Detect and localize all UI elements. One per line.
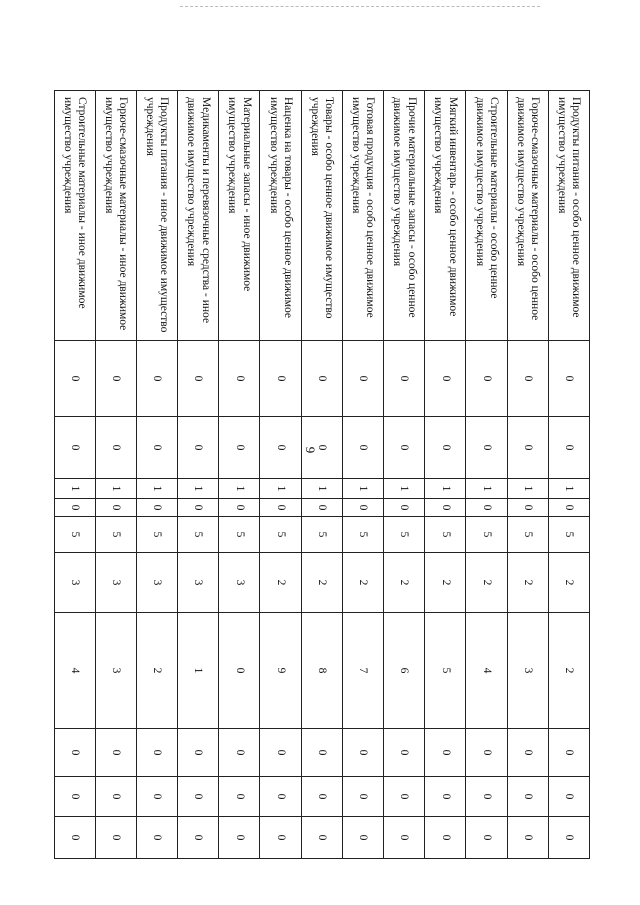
code-cell-c3: 1 [301, 479, 342, 499]
code-cell-c2: 0 [54, 417, 95, 479]
code-cell-c2: 0 [425, 417, 466, 479]
code-cell-c3: 1 [548, 479, 589, 499]
code-cell-c7: 3 [95, 613, 136, 729]
code-cell-c9: 0 [548, 777, 589, 817]
code-cell-c4: 0 [219, 499, 260, 517]
code-cell-c5: 5 [95, 517, 136, 553]
code-cell-c10: 0 [548, 817, 589, 859]
code-cell-c8: 0 [95, 729, 136, 777]
code-cell-c6: 2 [425, 553, 466, 613]
code-cell-c10: 0 [54, 817, 95, 859]
code-cell-c9: 0 [342, 777, 383, 817]
code-cell-c4: 0 [301, 499, 342, 517]
code-cell-c7: 1 [178, 613, 219, 729]
code-cell-c4: 0 [342, 499, 383, 517]
code-cell-c6: 3 [136, 553, 177, 613]
code-cell-c8: 0 [178, 729, 219, 777]
code-cell-c1: 0 [425, 341, 466, 417]
table-row [301, 91, 342, 859]
code-cell-c2: 0 [219, 417, 260, 479]
account-name-cell: Строительные материалы - особо ценное движимое имущество учреждения [466, 91, 507, 341]
code-cell-c8: 0 [342, 729, 383, 777]
code-cell-c10: 0 [301, 817, 342, 859]
code-cell-c5: 5 [260, 517, 301, 553]
code-cell-c9: 0 [425, 777, 466, 817]
code-cell-c7: 0 [219, 613, 260, 729]
code-cell-c6: 3 [54, 553, 95, 613]
account-name-cell: Горюче-смазочные материалы - особо ценное движимое имущество учреждения [507, 91, 548, 341]
code-cell-c7: 6 [384, 613, 425, 729]
code-cell-c6: 2 [342, 553, 383, 613]
code-cell-c9: 0 [384, 777, 425, 817]
code-cell-c4: 0 [54, 499, 95, 517]
account-name-cell: Товары - особо ценное движимое имущество учреждения [301, 91, 342, 341]
code-cell-c5: 5 [54, 517, 95, 553]
account-name-cell: Продукты питания - особо ценное движимое имущество учреждения [548, 91, 589, 341]
code-cell-c3: 1 [136, 479, 177, 499]
code-cell-c2: 0 [260, 417, 301, 479]
code-cell-c7: 4 [54, 613, 95, 729]
code-cell-c5: 5 [301, 517, 342, 553]
code-cell-c10: 0 [342, 817, 383, 859]
code-cell-c6: 3 [95, 553, 136, 613]
account-name-cell: Прочие материальные запасы - особо ценное движимое имущество учреждения [384, 91, 425, 341]
code-cell-c2: 0 [95, 417, 136, 479]
code-cell-c4: 0 [466, 499, 507, 517]
code-cell-c4: 0 [136, 499, 177, 517]
code-cell-c8: 0 [425, 729, 466, 777]
table-row [136, 91, 177, 859]
account-name-cell: Наценка на товары - особо ценное движимое имущество учреждения [260, 91, 301, 341]
code-cell-c1: 0 [219, 341, 260, 417]
table-row [54, 91, 95, 859]
account-name-cell: Горюче-смазочные материалы - иное движимое имущество учреждения [95, 91, 136, 341]
code-cell-c2: 0 [178, 417, 219, 479]
code-cell-c8: 0 [136, 729, 177, 777]
code-cell-c3: 1 [342, 479, 383, 499]
code-cell-c6: 3 [219, 553, 260, 613]
table-body [54, 91, 589, 859]
code-cell-c1: 0 [178, 341, 219, 417]
code-cell-c9: 0 [507, 777, 548, 817]
code-cell-c3: 1 [384, 479, 425, 499]
table-row [219, 91, 260, 859]
table-row [425, 91, 466, 859]
code-cell-c5: 5 [548, 517, 589, 553]
account-name-cell: Медикаменты и перевязочные средства - иное движимое имущество учреждения [178, 91, 219, 341]
code-cell-c3: 1 [507, 479, 548, 499]
code-cell-c9: 0 [219, 777, 260, 817]
code-cell-c7: 8 [301, 613, 342, 729]
code-cell-c10: 0 [219, 817, 260, 859]
account-name-cell: Готовая продукция - особо ценное движимое имущество учреждения [342, 91, 383, 341]
code-cell-c6: 2 [466, 553, 507, 613]
code-cell-c8: 0 [301, 729, 342, 777]
code-cell-c1: 0 [301, 341, 342, 417]
code-cell-c2: 0 [548, 417, 589, 479]
code-cell-c10: 0 [466, 817, 507, 859]
table-row [95, 91, 136, 859]
code-cell-c7: 7 [342, 613, 383, 729]
code-cell-c9: 0 [178, 777, 219, 817]
code-cell-c8: 0 [219, 729, 260, 777]
code-cell-c10: 0 [425, 817, 466, 859]
code-cell-c9: 0 [136, 777, 177, 817]
account-name-cell: Строительные материалы - иное движимое имущество учреждения [54, 91, 95, 341]
code-cell-c5: 5 [219, 517, 260, 553]
code-cell-c9: 0 [260, 777, 301, 817]
code-cell-c8: 0 [507, 729, 548, 777]
code-cell-c2: 0 [136, 417, 177, 479]
code-cell-c5: 5 [342, 517, 383, 553]
code-cell-c2: 0 [301, 417, 342, 479]
code-cell-c1: 0 [136, 341, 177, 417]
code-cell-c7: 2 [136, 613, 177, 729]
account-name-cell: Продукты питания - иное движимое имущество учреждения [136, 91, 177, 341]
table-row [507, 91, 548, 859]
code-cell-c8: 0 [384, 729, 425, 777]
code-cell-c4: 0 [384, 499, 425, 517]
code-cell-c1: 0 [384, 341, 425, 417]
code-cell-c7: 2 [548, 613, 589, 729]
code-cell-c10: 0 [507, 817, 548, 859]
code-cell-c5: 5 [136, 517, 177, 553]
code-cell-c9: 0 [466, 777, 507, 817]
code-cell-c2: 0 [466, 417, 507, 479]
code-cell-c7: 4 [466, 613, 507, 729]
code-cell-c3: 1 [219, 479, 260, 499]
table-row [548, 91, 589, 859]
code-cell-c4: 0 [95, 499, 136, 517]
code-cell-c5: 5 [507, 517, 548, 553]
code-cell-c7: 9 [260, 613, 301, 729]
code-cell-c10: 0 [178, 817, 219, 859]
code-cell-c1: 0 [507, 341, 548, 417]
code-cell-c2: 0 [507, 417, 548, 479]
code-cell-c3: 1 [178, 479, 219, 499]
code-cell-c4: 0 [507, 499, 548, 517]
code-cell-c3: 1 [95, 479, 136, 499]
table-row [384, 91, 425, 859]
code-cell-c9: 0 [95, 777, 136, 817]
code-cell-c9: 0 [301, 777, 342, 817]
code-cell-c1: 0 [466, 341, 507, 417]
code-cell-c10: 0 [136, 817, 177, 859]
code-cell-c5: 5 [178, 517, 219, 553]
code-cell-c7: 5 [425, 613, 466, 729]
code-cell-c9: 0 [54, 777, 95, 817]
document-table-wrapper [54, 90, 590, 858]
code-cell-c1: 0 [342, 341, 383, 417]
table-row [260, 91, 301, 859]
code-cell-c4: 0 [548, 499, 589, 517]
code-cell-c4: 0 [178, 499, 219, 517]
code-cell-c3: 1 [260, 479, 301, 499]
code-cell-c6: 2 [260, 553, 301, 613]
code-cell-c8: 0 [54, 729, 95, 777]
account-name-cell: Материальные запасы - иное движимое имущество учреждения [219, 91, 260, 341]
code-cell-c4: 0 [425, 499, 466, 517]
code-cell-c1: 0 [95, 341, 136, 417]
code-cell-c7: 3 [507, 613, 548, 729]
code-cell-c1: 0 [548, 341, 589, 417]
code-cell-c8: 0 [548, 729, 589, 777]
code-cell-c10: 0 [95, 817, 136, 859]
code-cell-c6: 2 [301, 553, 342, 613]
code-cell-c6: 2 [384, 553, 425, 613]
code-cell-c10: 0 [384, 817, 425, 859]
code-cell-c3: 1 [54, 479, 95, 499]
table-row [466, 91, 507, 859]
code-cell-c6: 2 [507, 553, 548, 613]
code-cell-c6: 2 [548, 553, 589, 613]
code-cell-c2: 0 [342, 417, 383, 479]
scan-edge-marks [180, 6, 540, 8]
code-cell-c2: 0 [384, 417, 425, 479]
table-row [342, 91, 383, 859]
code-cell-c3: 1 [466, 479, 507, 499]
code-cell-c5: 5 [425, 517, 466, 553]
page-number: 9 [303, 446, 318, 454]
code-cell-c6: 3 [178, 553, 219, 613]
code-cell-c5: 5 [384, 517, 425, 553]
code-cell-c10: 0 [260, 817, 301, 859]
code-cell-c1: 0 [54, 341, 95, 417]
accounts-table [54, 90, 590, 859]
account-name-cell: Мягкий инвентарь - особо ценное движимое имущество учреждения [425, 91, 466, 341]
code-cell-c4: 0 [260, 499, 301, 517]
code-cell-c8: 0 [260, 729, 301, 777]
code-cell-c8: 0 [466, 729, 507, 777]
code-cell-c3: 1 [425, 479, 466, 499]
table-row [178, 91, 219, 859]
code-cell-c5: 5 [466, 517, 507, 553]
code-cell-c1: 0 [260, 341, 301, 417]
